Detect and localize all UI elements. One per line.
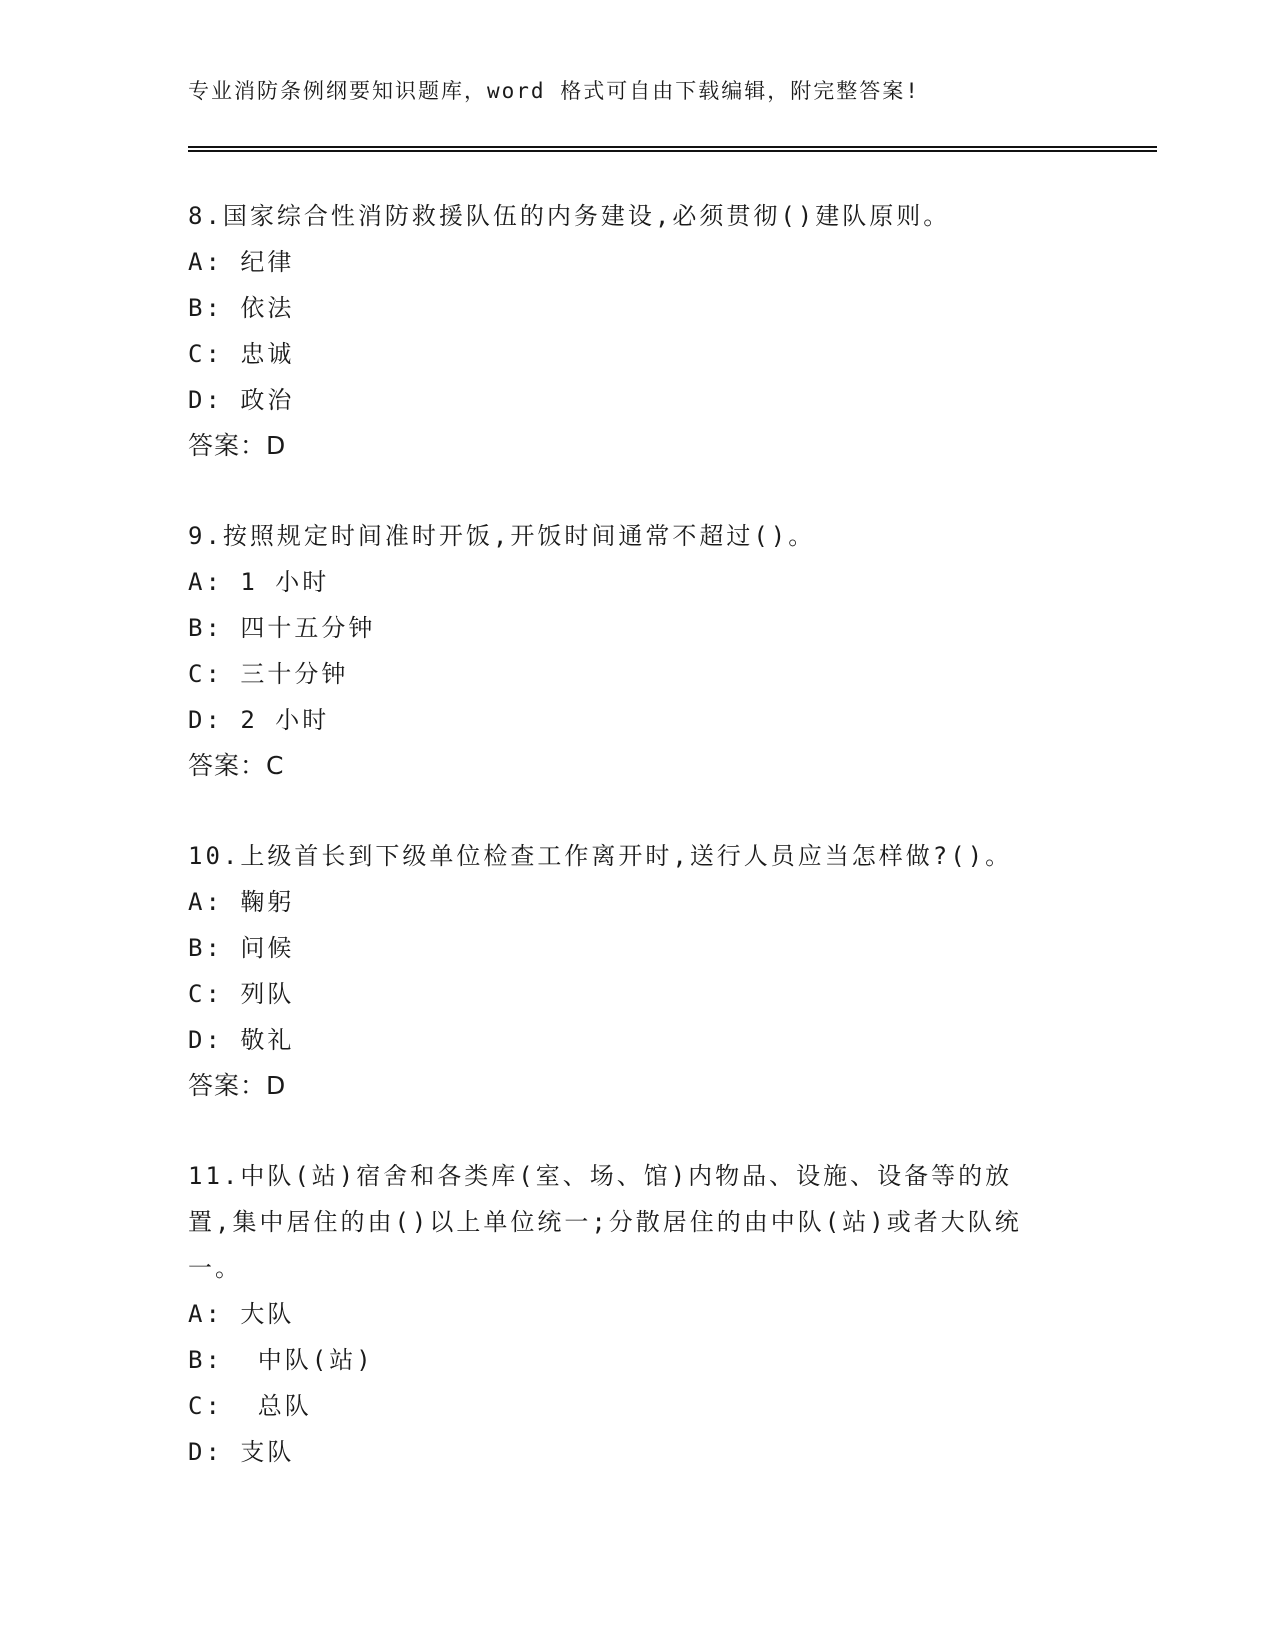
answer: 答案：D [188, 1071, 287, 1100]
option-d: D: 政治 [188, 386, 295, 414]
question-text-line-2: 置,集中居住的由()以上单位统一;分散居住的由中队(站)或者大队统 [188, 1208, 1022, 1236]
option-a: A: 1 小时 [188, 568, 330, 596]
option-b: B: 四十五分钟 [188, 614, 376, 642]
option-b: B: 问候 [188, 934, 295, 962]
question-10 [188, 833, 1088, 1109]
option-b: B: 中队(站) [188, 1346, 374, 1374]
question-text-line-3: 一。 [188, 1254, 242, 1282]
option-a: A: 大队 [188, 1300, 295, 1328]
header-divider [188, 146, 1157, 152]
option-c: C: 总队 [188, 1392, 312, 1420]
question-text: 8.国家综合性消防救援队伍的内务建设,必须贯彻()建队原则。 [188, 202, 951, 230]
option-b: B: 依法 [188, 294, 295, 322]
option-a: A: 纪律 [188, 248, 295, 276]
question-11 [188, 1153, 1088, 1475]
question-text: 10.上级首长到下级单位检查工作离开时,送行人员应当怎样做?()。 [188, 842, 1013, 870]
option-d: D: 2 小时 [188, 706, 330, 734]
option-d: D: 敬礼 [188, 1026, 295, 1054]
question-text-line-1: 11.中队(站)宿舍和各类库(室、场、馆)内物品、设施、设备等的放 [188, 1162, 1013, 1190]
option-d: D: 支队 [188, 1438, 295, 1466]
option-a: A: 鞠躬 [188, 888, 295, 916]
question-8 [188, 193, 1088, 469]
option-c: C: 忠诚 [188, 340, 295, 368]
option-c: C: 列队 [188, 980, 295, 1008]
question-text: 9.按照规定时间准时开饭,开饭时间通常不超过()。 [188, 522, 816, 550]
answer: 答案：C [188, 751, 285, 780]
option-c: C: 三十分钟 [188, 660, 349, 688]
question-9 [188, 513, 1088, 789]
answer: 答案：D [188, 431, 287, 460]
document-header: 专业消防条例纲要知识题库，word 格式可自由下载编辑，附完整答案! [188, 79, 920, 103]
